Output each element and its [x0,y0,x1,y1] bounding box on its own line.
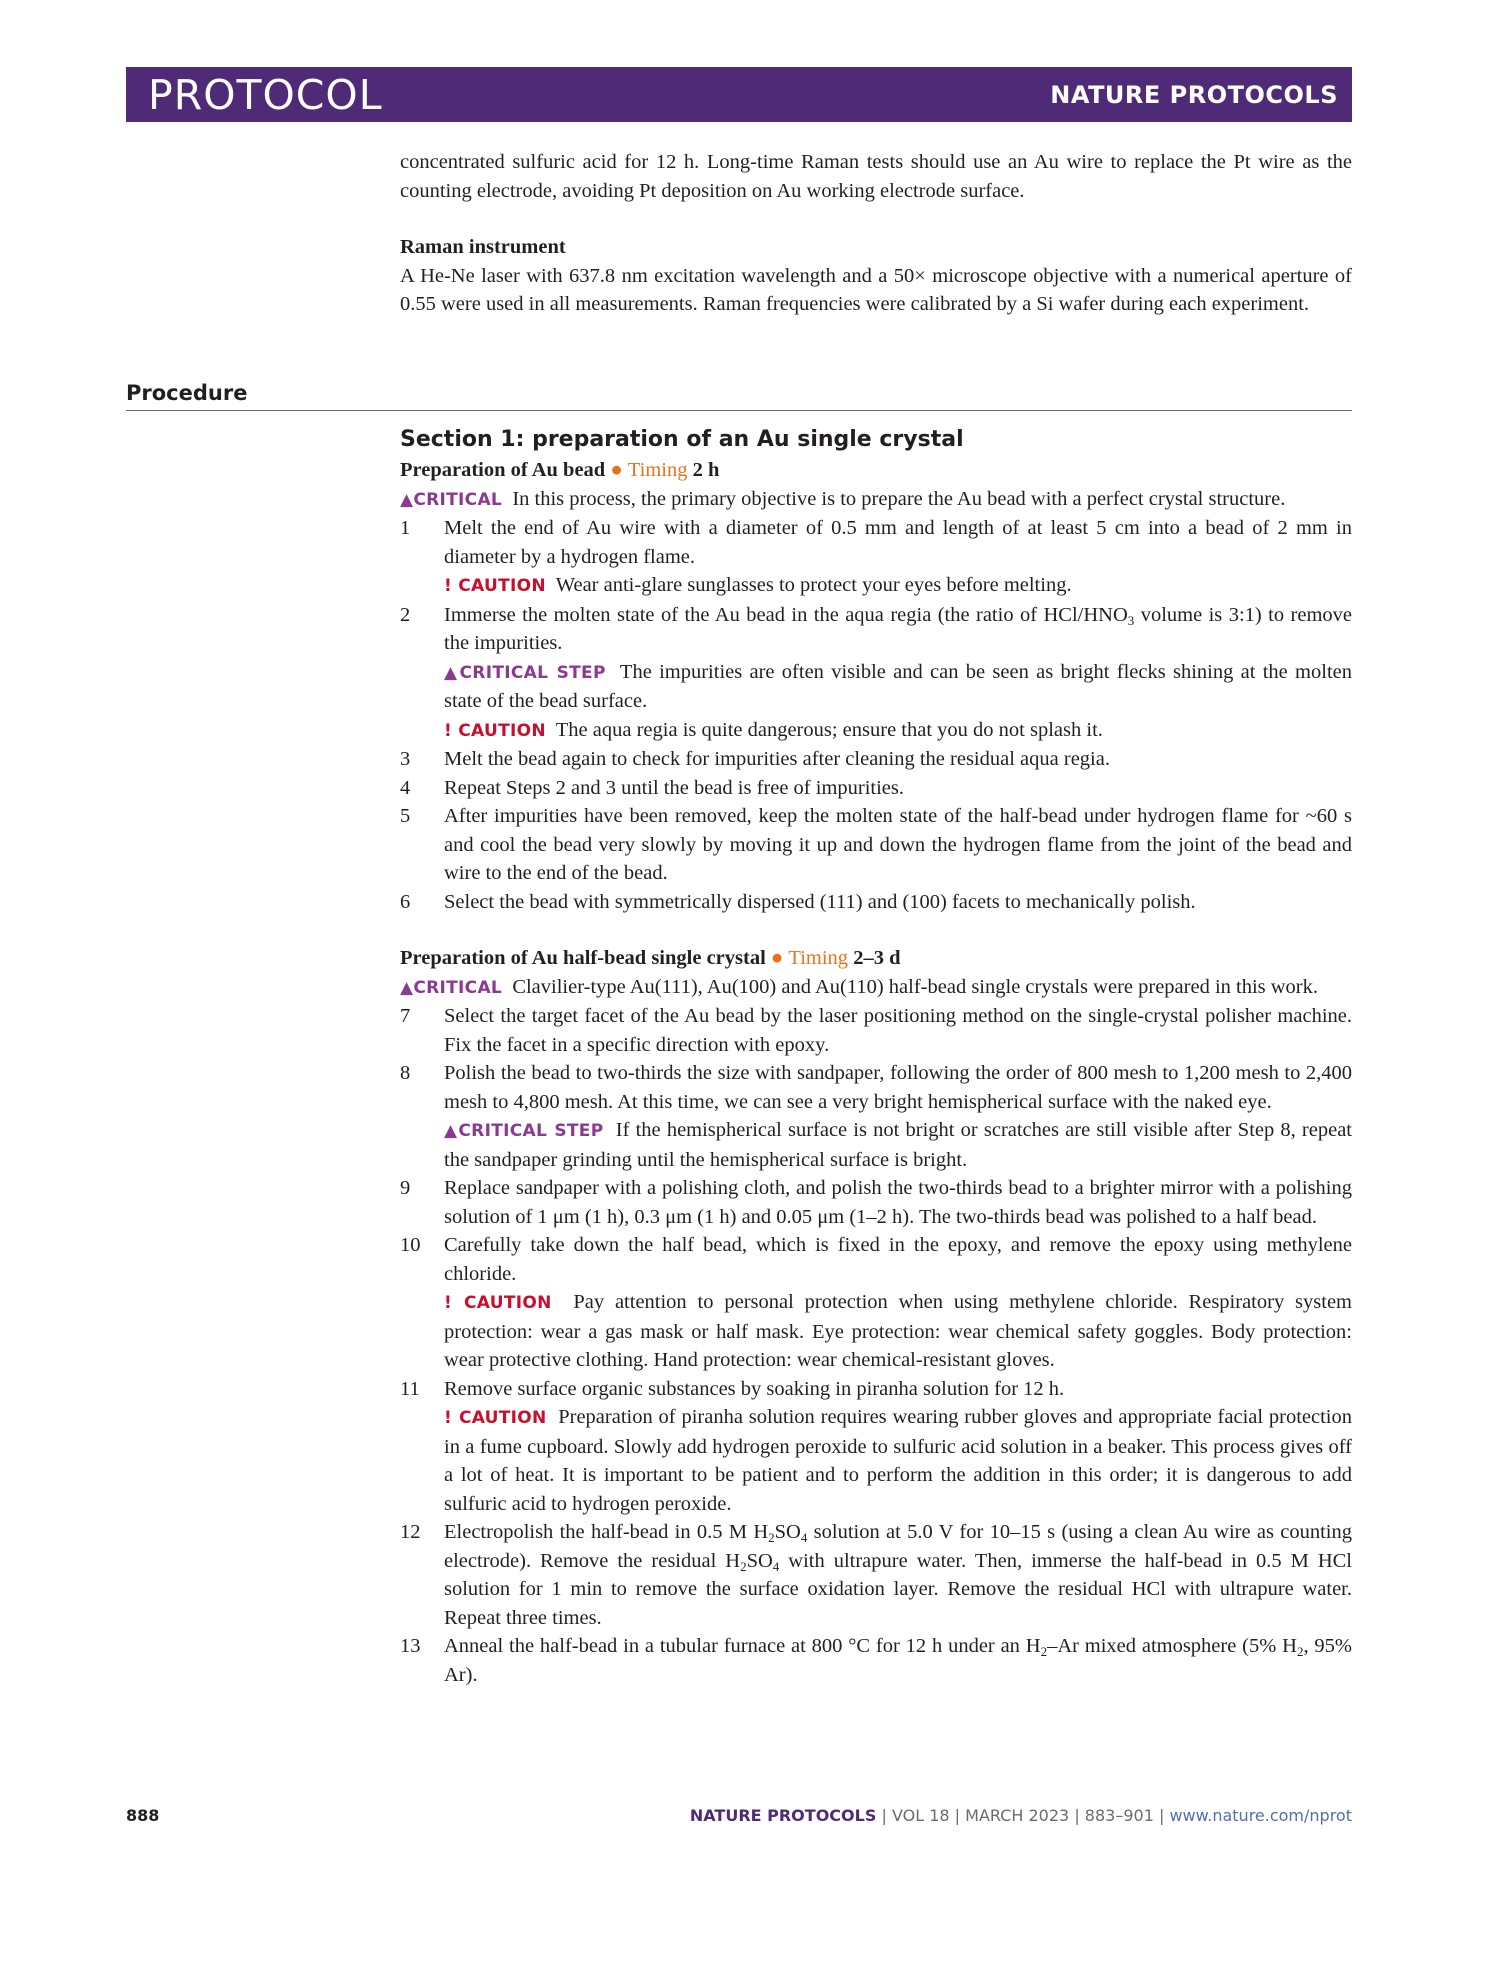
step-2 [400,601,1352,658]
part1-timing-value: 2 h [692,459,720,481]
part2-heading [400,944,1352,973]
part1-title: Preparation of Au bead [400,459,606,481]
step-2-caution [444,716,1352,746]
caution-label: ! CAUTION [444,720,546,741]
footer-citation: NATURE PROTOCOLS | VOL 18 | MARCH 2023 | 883–901 | www.nature.com/nprot [689,1806,1352,1825]
critical-step-label: ▲CRITICAL STEP [444,1121,604,1141]
footer-journal: NATURE PROTOCOLS [689,1806,877,1825]
section1-title: Section 1: preparation of an Au single crystal [400,427,964,452]
step-text: Select the bead with symmetrically dispersed (111) and (100) facets to mechanically polish. [444,890,1196,913]
timing-dot-icon: ● [610,459,623,481]
step-2-critical-step [444,658,1352,716]
step-text: Repeat Steps 2 and 3 until the bead is free of impurities. [444,776,904,799]
part2-title: Preparation of Au half-bead single crystal [400,947,766,969]
step-number: 3 [400,748,411,770]
raman-heading: Raman instrument [400,236,566,258]
step-13 [400,1632,1352,1689]
step-number: 9 [400,1177,411,1199]
part1-critical-text: In this process, the primary objective is to prepare the Au bead with a perfect crystal structure. [512,487,1286,510]
step-number: 1 [400,517,411,539]
step-number: 11 [400,1377,420,1400]
step-text: Replace sandpaper with a polishing cloth, and polish the two-thirds bead to a brighter mirror with a polishing solution of 1 μm (1 h), 0.3 μm (1 h) and 0.05 μm (1–2 h). The two-thirds bead was polished to a half bead. [444,1177,1352,1228]
step-9 [400,1174,1352,1231]
step-text: Immerse the molten state of the Au bead in the aqua regia (the ratio of HCl/$HNO_3$ volume is 3:1) to remove the impurities. [444,603,1352,654]
step-1-caution [444,571,1352,601]
step-1 [400,514,1352,571]
step-text: Carefully take down the half bead, which is fixed in the epoxy, and remove the epoxy using methylene chloride. [444,1234,1352,1285]
step-text: Remove surface organic substances by soaking in piranha solution for 12 h. [444,1377,1065,1400]
step-number: 13 [400,1635,421,1657]
caution-text: Wear anti-glare sunglasses to protect your eyes before melting. [555,574,1072,596]
procedure-heading: Procedure [126,381,248,405]
critical-step-text: If the hemispherical surface is not bright or scratches are still visible after Step 8, repeat the sandpaper grinding until the hemispherical surface is bright. [444,1119,1353,1171]
step-10 [400,1231,1352,1288]
journal-name: NATURE PROTOCOLS [1050,80,1338,109]
step-text: Melt the end of Au wire with a diameter of 0.5 mm and length of at least 5 cm into a bead of 2 mm in diameter by a hydrogen flame. [444,517,1352,568]
part2-critical [400,973,1352,1003]
step-number: 5 [400,805,411,827]
step-11 [400,1375,1352,1404]
part2-critical-text: Clavilier-type Au(111), Au(100) and Au(110) half-bead single crystals were prepared in this work. [512,975,1319,998]
part1-timing-label: Timing [627,459,688,481]
step-6 [400,888,1352,917]
step-4 [400,774,1352,803]
step-text: Melt the bead again to check for impurities after cleaning the residual aqua regia. [444,748,1110,770]
caution-label: ! CAUTION [444,576,546,596]
step-12 [400,1518,1352,1632]
page-number: 888 [126,1806,160,1825]
part1-critical [400,485,1352,515]
raman-paragraph: A He-Ne laser with 637.8 nm excitation wavelength and a 50× microscope objective with a numerical aperture of 0.55 were used in all measurements. Raman frequencies were calibrated by a Si wafer during each experiment. [400,264,1352,315]
critical-step-label: ▲CRITICAL STEP [444,662,606,683]
footer-url-link[interactable]: www.nature.com/nprot [1169,1806,1352,1825]
part2-timing-label: Timing [788,947,849,969]
critical-label: ▲CRITICAL [400,977,503,998]
step-11-caution [444,1403,1352,1518]
step-7 [400,1002,1352,1059]
step-number: 7 [400,1005,411,1027]
part2-timing-value: 2–3 d [853,947,901,969]
footer-volume: VOL 18 [891,1806,950,1825]
footer-pages: 883–901 [1084,1806,1154,1825]
step-number: 10 [400,1234,421,1256]
section1-block [400,424,1352,1689]
step-3 [400,745,1352,774]
critical-step-text: The impurities are often visible and can be seen as bright flecks shining at the molten state of the bead surface. [444,660,1352,712]
step-number: 12 [400,1521,421,1543]
procedure-heading-rule [126,381,1352,411]
caution-text: The aqua regia is quite dangerous; ensure that you do not splash it. [555,718,1103,741]
step-text: Polish the bead to two-thirds the size with sandpaper, following the order of 800 mesh to 1,200 mesh to 2,400 mesh to 4,800 mesh. At this time, we can see a very bright hemispherical surface with the naked eye. [444,1062,1352,1113]
critical-label: ▲CRITICAL [400,489,503,510]
step-5 [400,802,1352,888]
timing-dot-icon: ● [770,947,784,969]
step-number: 8 [400,1062,411,1084]
caution-label: ! CAUTION [444,1293,552,1313]
step-number: 4 [400,776,411,799]
step-10-caution [444,1288,1352,1375]
step-number: 2 [400,603,411,626]
intro-paragraph: concentrated sulfuric acid for 12 h. Long-time Raman tests should use an Au wire to replace the Pt wire as the counting electrode, avoiding Pt deposition on Au working electrode surface. [400,151,1352,202]
step-8 [400,1059,1352,1116]
intro-block [400,148,1352,319]
step-text: Electropolish the half-bead in 0.5 M $H_2SO_4$ solution at 5.0 V for 10–15 s (using a clean Au wire as counting electrode). Remove the residual $H_2SO_4$ with ultrapure water. Then, immerse the half-bead in 0.5 M HCl solution for 1 min to remove the surface oxidation layer. Remove the residual HCl with ultrapure water. Repeat three times. [444,1521,1352,1629]
protocol-label: PROTOCOL [148,70,383,119]
journal-header-bar [126,67,1352,122]
caution-text: Preparation of piranha solution requires wearing rubber gloves and appropriate facial protection in a fume cupboard. Slowly add hydrogen peroxide to sulfuric acid solution in a beaker. This process gives off a lot of heat. It is important to be patient and to perform the addition in this order; it is dangerous to add sulfuric acid to hydrogen peroxide. [444,1406,1352,1515]
step-number: 6 [400,890,411,913]
caution-text: Pay attention to personal protection when using methylene chloride. Respiratory system protection: wear a gas mask or half mask. Eye protection: wear chemical safety goggles. Body protection: wear protective clothing. Hand protection: wear chemical-resistant gloves. [444,1291,1352,1371]
step-text: Anneal the half-bead in a tubular furnace at 800 °C for 12 h under an $H_2-Ar$ mixed atmosphere (5% $H_2$, 95% Ar). [444,1635,1353,1686]
footer-date: MARCH 2023 [965,1806,1070,1825]
step-text: Select the target facet of the Au bead by the laser positioning method on the single-crystal polisher machine. Fix the facet in a specific direction with epoxy. [444,1005,1352,1056]
caution-label: ! CAUTION [444,1408,547,1428]
step-8-critical-step [444,1116,1352,1174]
part1-heading [400,456,1352,485]
step-text: After impurities have been removed, keep the molten state of the half-bead under hydrogen flame for ~60 s and cool the bead very slowly by moving it up and down the hydrogen flame from the joint of the bead and wire to the end of the bead. [444,805,1352,884]
